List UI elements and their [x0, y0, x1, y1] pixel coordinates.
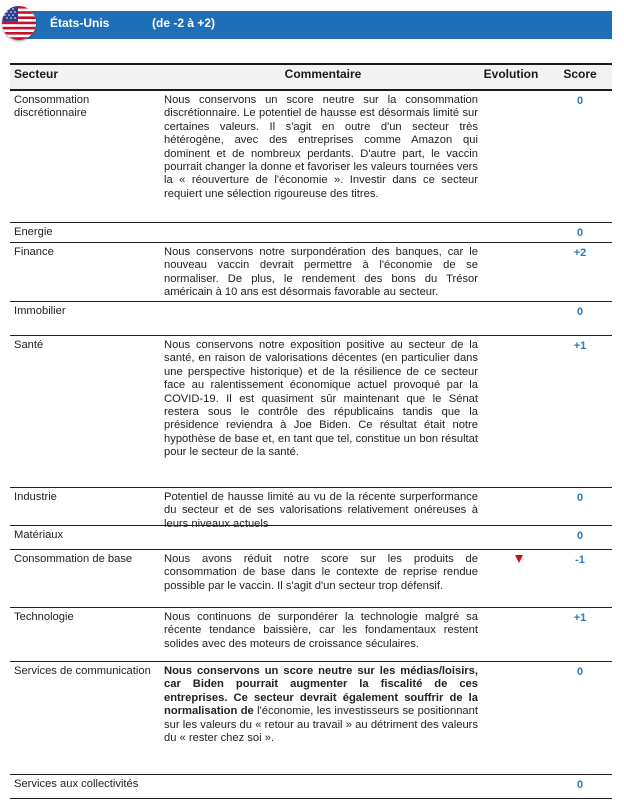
sector-name: Industrie	[14, 491, 57, 503]
sector-comment	[164, 665, 478, 745]
column-header-score: Score	[563, 67, 597, 81]
sector-table	[10, 63, 612, 799]
sector-score: +1	[573, 340, 587, 352]
table-row	[10, 775, 612, 799]
us-flag-icon	[2, 6, 36, 40]
comment-bold-text: Nous conservons un score neutre sur les médias/loisirs, car Biden pourrait augmenter la fiscalité de ces entreprises. Ce secteur devrait également souffrir de la normalisation de	[164, 665, 478, 718]
column-header-sector: Secteur	[14, 67, 59, 81]
sector-score: 0	[576, 306, 584, 318]
sector-score: 0	[576, 779, 584, 791]
score-range: (de -2 à +2)	[152, 16, 216, 30]
table-row	[10, 550, 612, 608]
sector-name: Technologie	[14, 611, 74, 623]
table-row	[10, 223, 612, 243]
table-row	[10, 243, 612, 302]
sector-name: Consommation de base	[14, 553, 133, 565]
sector-name: Santé	[14, 339, 44, 351]
table-row	[10, 302, 612, 336]
sector-score: 0	[576, 227, 584, 239]
table-row	[10, 488, 612, 530]
sector-name: Services aux collectivités	[14, 778, 139, 790]
sector-score: 0	[576, 530, 584, 542]
sector-name: Services de communication	[14, 665, 151, 677]
column-header-evolution: Evolution	[483, 67, 539, 81]
sector-comment: Nous conservons un score neutre sur la consommation discrétionnaire. Le potentiel de hausse est désormais limité sur certaines valeurs. Il s'agit en outre d'un secteur très hétérogène, avec des entreprises comme Amazon qui dominent et de nombreux perdants. D'autre part, le vaccin pourrait changer la donne et favoriser les valeurs tournées vers la « réouverture de l'économie ». Investir dans ce secteur requiert une sélection rigoureuse des titres.	[164, 94, 478, 200]
sector-score: +1	[573, 612, 587, 624]
sector-score: 0	[576, 95, 584, 107]
sector-name: Immobilier	[14, 305, 66, 317]
sector-comment: Nous avons réduit notre score sur les produits de consommation de base dans le contexte de reprise rendue possible par le vaccin. Il s'agit d'un secteur trop défensif.	[164, 553, 478, 592]
sector-score: -1	[575, 554, 585, 566]
sector-name: Matériaux	[14, 529, 64, 541]
table-row	[10, 91, 612, 223]
sector-score: 0	[576, 492, 584, 504]
table-row	[10, 336, 612, 488]
table-row	[10, 662, 612, 775]
sector-comment: Potentiel de hausse limité au vu de la récente surperformance du secteur et de ses valorisations relativement onéreuses à leurs niveaux actuels	[164, 491, 478, 530]
table-row	[10, 608, 612, 662]
sector-score: 0	[576, 666, 584, 678]
sector-name: Energie	[14, 226, 53, 238]
page-title: États-Unis	[50, 16, 110, 30]
sector-name: Consommation discrétionnaire	[14, 94, 90, 119]
column-header-comment: Commentaire	[284, 67, 362, 81]
sector-comment: Nous conservons notre surpondération des banques, car le nouveau vaccin devrait permettre à l'économie de se normaliser. De plus, le rendement des bons du Trésor américain à 10 ans est désormais favorable au secteur.	[164, 246, 478, 299]
header-bar	[0, 6, 612, 38]
sector-name: Finance	[14, 246, 54, 258]
comment-text: l'économie, les investisseurs se positionnant sur les valeurs du « retour au travail » au détriment des valeurs du « rester chez soi ».	[164, 705, 478, 745]
table-header	[10, 63, 612, 91]
sector-comment: Nous continuons de surpondérer la technologie malgré sa récente tendance baissière, car les fondamentaux restent solides avec des moteurs de croissance séculaires.	[164, 611, 478, 650]
down-arrow-icon	[515, 555, 523, 563]
table-row	[10, 526, 612, 550]
sector-comment: Nous conservons notre exposition positive au secteur de la santé, en raison de valorisations décentes (en particulier dans une perspective historique) et de la résilience de ce secteur face au ralentissement économique actuel provoqué par la COVID-19. Il est quasiment sûr maintenant que le Sénat restera sous le contrôle des républicains tandis que la présidence reviendra à Joe Biden. Ce résultat était notre hypothèse de base et, en tant que tel, constitue un bon résultat pour le secteur de la santé.	[164, 339, 478, 459]
sector-score: +2	[573, 247, 587, 259]
